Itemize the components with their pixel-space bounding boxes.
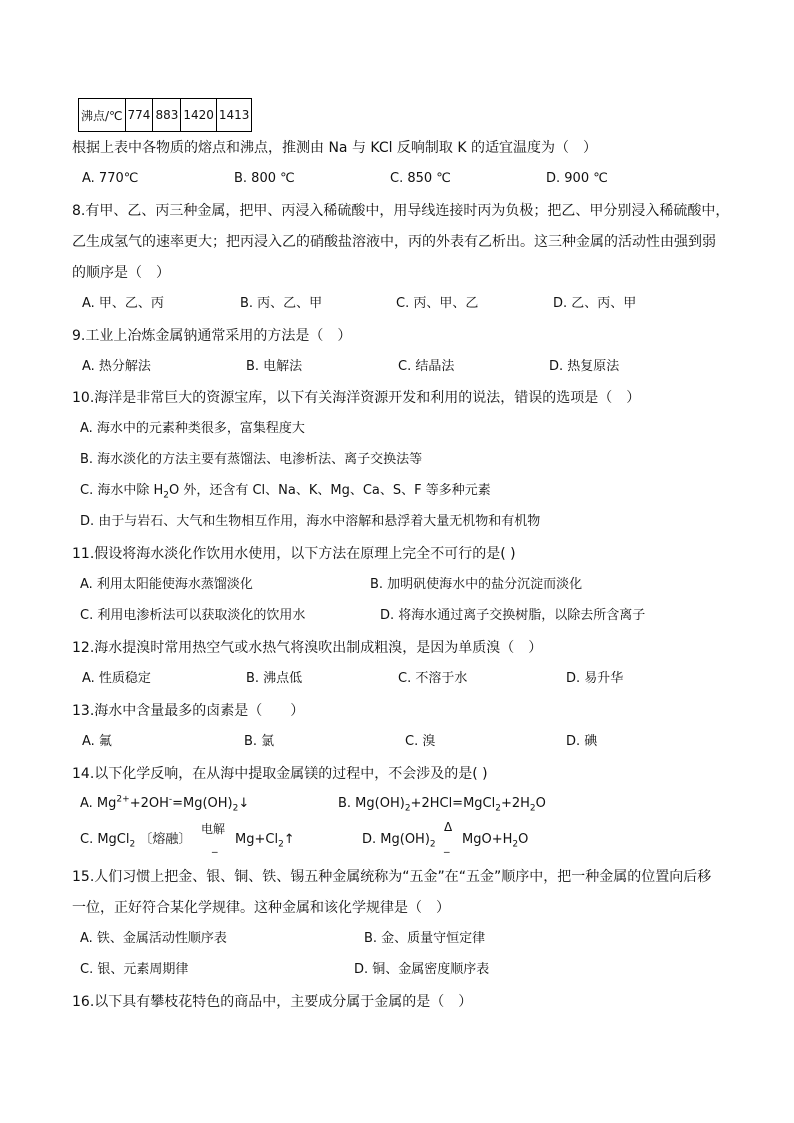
question-15-option-d: D. 铜、金属密度顺序表 [354, 962, 490, 977]
question-10-option-a: A. 海水中的元素种类很多，富集程度大 [80, 421, 305, 436]
question-7-option-c: C. 850 ℃ [390, 171, 451, 186]
superscript: 2+ [116, 794, 130, 805]
text-run: D. Mg(OH) [362, 832, 430, 847]
text-run: C. MgCl [80, 832, 130, 847]
table-row-label: 沸点/℃ [79, 99, 126, 132]
table-cell: 774 [125, 99, 153, 132]
question-9-stem: 9.工业上冶炼金属钠通常采用的方法是（ ） [72, 328, 352, 344]
text-run: ↓ [238, 796, 250, 811]
question-8-option-d: D. 乙、丙、甲 [553, 296, 637, 311]
question-15-stem-line2: 一位，正好符合某化学规律。这种金属和该化学规律是（ ） [72, 900, 450, 916]
subscript: 2 [278, 839, 284, 850]
text-run: +2H [500, 796, 530, 811]
question-12-option-b: B. 沸点低 [246, 671, 303, 686]
question-12-stem: 12.海水提溴时常用热空气或水热气将溴吹出制成粗溴，是因为单质溴（ ） [72, 640, 543, 656]
question-8-option-c: C. 丙、甲、乙 [396, 296, 479, 311]
question-10-option-d: D. 由于与岩石、大气和生物相互作用，海水中溶解和悬浮着大量无机物和有机物 [80, 514, 541, 529]
question-11-stem: 11.假设将海水淡化作饮用水使用，以下方法在原理上完全不可行的是( ) [72, 546, 516, 562]
subscript: 2 [404, 803, 411, 814]
subscript: 2 [512, 839, 519, 850]
question-11-option-c: C. 利用电渗析法可以获取淡化的饮用水 [80, 608, 306, 623]
question-8-stem-line1: 8.有甲、乙、丙三种金属，把甲、丙浸入稀硫酸中，用导线连接时丙为负极；把乙、甲分别浸入稀硫酸中， [72, 203, 730, 219]
question-15-option-b: B. 金、质量守恒定律 [364, 931, 486, 946]
question-9-option-c: C. 结晶法 [398, 359, 455, 374]
question-12-option-a: A. 性质稳定 [82, 671, 151, 686]
table-cell: 883 [153, 99, 181, 132]
table-cell: 1413 [216, 99, 252, 132]
boiling-point-table [78, 98, 252, 132]
text-run: B. Mg(OH) [338, 796, 405, 811]
subscript: 2 [129, 839, 136, 850]
reaction-arrow-dash: _ [212, 840, 218, 853]
question-7-option-a: A. 770℃ [82, 171, 139, 186]
question-9-option-a: A. 热分解法 [82, 359, 151, 374]
question-14-option-d-product [462, 831, 528, 849]
question-13-option-b: B. 氯 [244, 734, 275, 749]
question-14-option-c-reactant [80, 831, 191, 849]
table-row [79, 99, 252, 132]
text-run: ↑ [283, 832, 295, 847]
question-9-option-b: B. 电解法 [246, 359, 303, 374]
question-10-option-c [80, 482, 491, 500]
question-7-option-d: D. 900 ℃ [546, 171, 608, 186]
text-run: 〔熔融〕 [139, 832, 192, 847]
subscript: 2 [232, 803, 239, 814]
question-8-option-a: A. 甲、乙、丙 [82, 296, 164, 311]
question-10-stem: 10.海洋是非常巨大的资源宝库，以下有关海洋资源开发和利用的说法，错误的选项是（ ） [72, 390, 641, 406]
question-14-option-d-reactant [362, 831, 436, 849]
question-8-stem-line2: 乙生成氢气的速率更大；把丙浸入乙的硝酸盐溶液中，丙的外表有乙析出。这三种金属的活动性由强到弱 [72, 234, 716, 250]
subscript: 2 [163, 490, 169, 501]
question-15-option-a: A. 铁、金属活动性顺序表 [80, 931, 227, 946]
question-14-stem: 14.以下化学反响，在从海中提取金属镁的过程中，不会涉及的是( ) [72, 766, 488, 782]
question-14-option-a [80, 795, 249, 813]
subscript: 2 [529, 803, 536, 814]
reaction-arrow-dash: _ [444, 840, 450, 853]
question-9-option-d: D. 热复原法 [549, 359, 620, 374]
text-run: MgO+H [462, 832, 513, 847]
question-7-stem: 根据上表中各物质的熔点和沸点，推测由 Na 与 KCl 反响制取 K 的适宜温度为（ ） [72, 140, 598, 156]
question-11-option-b: B. 加明矾使海水中的盐分沉淀而淡化 [370, 577, 583, 592]
question-8-option-b: B. 丙、乙、甲 [240, 296, 323, 311]
text-run: A. Mg [80, 796, 117, 811]
question-12-option-c: C. 不溶于水 [398, 671, 468, 686]
table-cell: 1420 [181, 99, 217, 132]
reaction-condition-heat: Δ [444, 820, 453, 834]
question-15-stem-line1: 15.人们习惯上把金、银、铜、铁、锡五种金属统称为“五金”在“五金”顺序中，把一种金属的位置向后移 [72, 869, 712, 885]
question-12-option-d: D. 易升华 [566, 671, 624, 686]
text-run: +2OH [129, 796, 169, 811]
question-13-option-d: D. 碘 [566, 734, 598, 749]
question-11-option-a: A. 利用太阳能使海水蒸馏淡化 [80, 577, 253, 592]
question-10-option-b: B. 海水淡化的方法主要有蒸馏法、电渗析法、离子交换法等 [80, 452, 423, 467]
text-run: +2HCl=MgCl [410, 796, 496, 811]
question-15-option-c: C. 银、元素周期律 [80, 962, 189, 977]
text-run: C. 海水中除 H [80, 483, 164, 498]
question-14-option-c-product [235, 831, 295, 849]
question-14-option-b [338, 795, 546, 813]
text-run: O [535, 796, 546, 811]
subscript: 2 [429, 839, 436, 850]
question-16-stem: 16.以下具有攀枝花特色的商品中，主要成分属于金属的是（ ） [72, 994, 473, 1010]
question-8-stem-line3: 的顺序是（ ） [72, 265, 170, 281]
text-run: O 外，还含有 Cl、Na、K、Mg、Ca、S、F 等多种元素 [168, 483, 491, 498]
text-run: Mg+Cl [235, 832, 279, 847]
text-run: =Mg(OH) [172, 796, 233, 811]
text-run: O [518, 832, 529, 847]
question-13-option-a: A. 氟 [82, 734, 112, 749]
superscript: - [168, 794, 173, 805]
subscript: 2 [495, 803, 501, 814]
question-7-option-b: B. 800 ℃ [234, 171, 295, 186]
question-13-option-c: C. 溴 [405, 734, 436, 749]
question-11-option-d: D. 将海水通过离子交换树脂，以除去所含离子 [380, 608, 646, 623]
question-13-stem: 13.海水中含量最多的卤素是（ ） [72, 703, 305, 719]
reaction-condition-electrolysis: 电解 [201, 822, 226, 836]
